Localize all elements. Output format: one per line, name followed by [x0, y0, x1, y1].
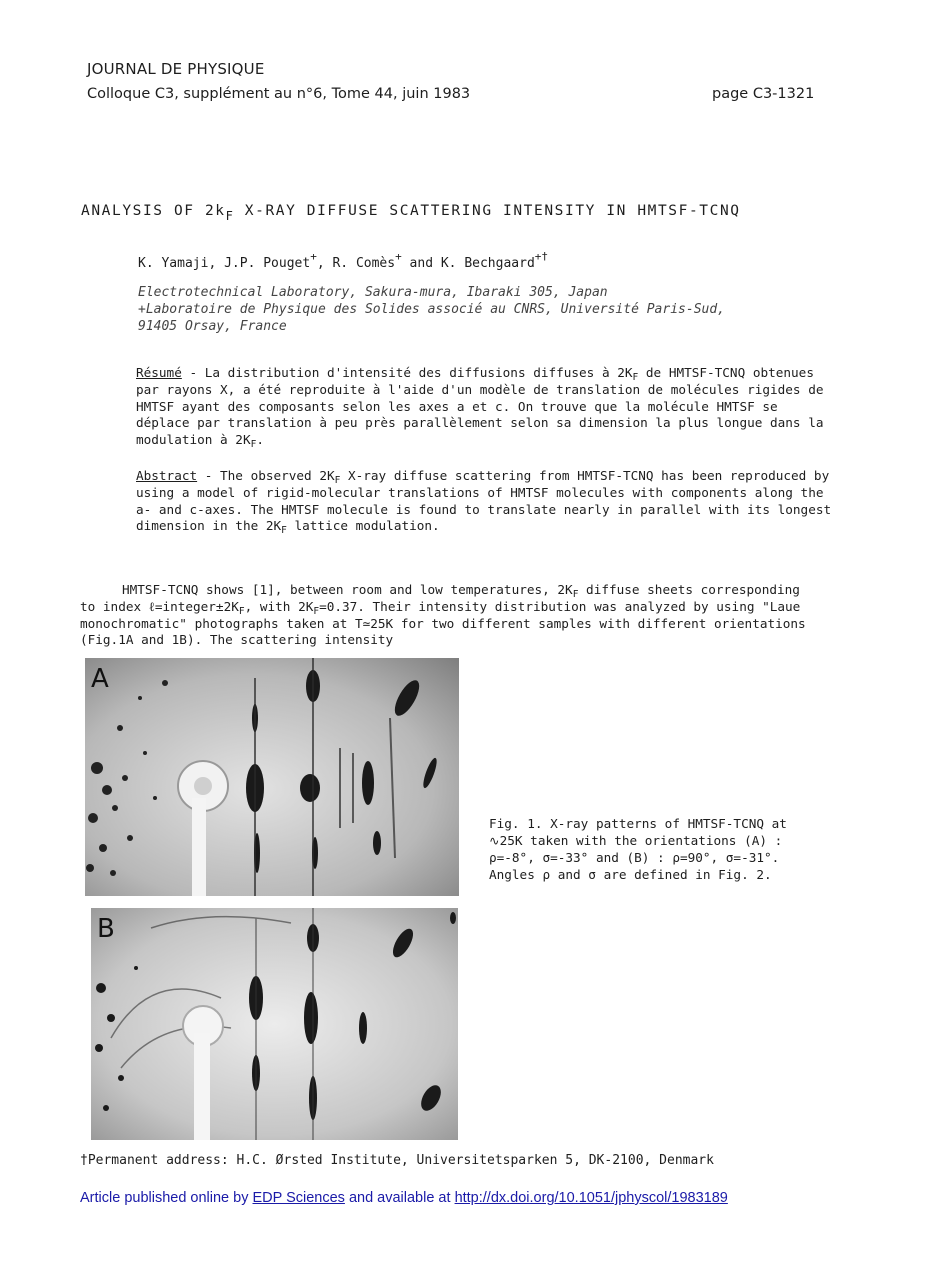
page-number: page C3-1321 — [712, 86, 815, 102]
abstract-text-3: lattice modulation. — [286, 518, 440, 534]
resume-sub-2: F — [250, 439, 257, 451]
affiliation-line-1: Electrotechnical Laboratory, Sakura-mura, Ibaraki 305, Japan — [138, 285, 608, 300]
publisher-text-2: and available at — [344, 1190, 455, 1206]
xray-pattern-a-graphic — [85, 658, 459, 896]
body-sub-1: F — [572, 589, 579, 600]
doi-link[interactable]: http://dx.doi.org/10.1051/jphyscol/1983189 — [454, 1190, 728, 1206]
affiliation-line-2: +Laboratoire de Physique des Solides associé au CNRS, Université Paris-Sud, — [138, 302, 725, 317]
author-3: and K. Bechgaard — [401, 256, 535, 271]
author-mark-2: + — [395, 250, 402, 263]
abstract-text-1: - The observed 2K — [197, 468, 335, 483]
body-text-4: =0.37. Their intensity distribution was analyzed by using "Laue monochromatic" photographs taken at T≃25K for two different samples with different orientations (Fig.1A and 1B). The scattering intensity — [80, 598, 806, 648]
body-text-1: HMTSF-TCNQ shows [1], between room and low temperatures, 2K — [122, 582, 573, 597]
resume-text-1: - La distribution d'intensité des diffusions diffuses à 2K — [181, 365, 633, 380]
colloque-info: Colloque C3, supplément au n°6, Tome 44, juin 1983 — [87, 86, 471, 102]
figure-a-label: A — [91, 664, 109, 694]
body-paragraph — [80, 582, 820, 649]
title-pre: ANALYSIS OF 2k — [81, 203, 226, 219]
affiliation-line-3: 91405 Orsay, France — [138, 319, 287, 334]
journal-name: JOURNAL DE PHYSIQUE — [87, 60, 265, 78]
title-sub: F — [225, 209, 235, 223]
author-1: K. Yamaji, J.P. Pouget — [138, 256, 311, 271]
abstract-sub-1: F — [334, 475, 341, 486]
abstract-label: Abstract — [136, 468, 198, 483]
xray-pattern-b-graphic — [91, 908, 458, 1140]
edp-sciences-link[interactable]: EDP Sciences — [252, 1190, 345, 1206]
figure-caption: Fig. 1. X-ray patterns of HMTSF-TCNQ at ∿25K taken with the orientations (A) : ρ=-8°, σ=-33° and (B) : ρ=90°, σ=-31°. Angles ρ and σ are defined in Fig. 2. — [489, 816, 787, 882]
resume-paragraph — [136, 365, 836, 449]
xray-pattern-b — [91, 908, 458, 1140]
author-mark-3: +† — [534, 250, 549, 263]
xray-pattern-a — [85, 658, 459, 896]
resume-text-3: . — [256, 432, 264, 448]
title-post: X-RAY DIFFUSE SCATTERING INTENSITY IN HMTSF-TCNQ — [234, 203, 741, 219]
author-list — [138, 250, 548, 271]
author-mark-1: + — [310, 250, 317, 263]
abstract-sub-2: F — [281, 525, 287, 537]
body-text-2: diffuse sheets corresponding to index ℓ=integer±2K — [80, 582, 800, 614]
body-sub-2: F — [238, 605, 245, 617]
publisher-text-1: Article published online by — [80, 1190, 253, 1206]
footnote: †Permanent address: H.C. Ørsted Institute, Universitetsparken 5, DK-2100, Denmark — [80, 1153, 714, 1168]
publisher-notice — [80, 1190, 728, 1206]
body-text-3: , with 2K — [244, 598, 314, 614]
resume-text-2: de HMTSF-TCNQ obtenues par rayons X, a été reproduite à l'aide d'un modèle de translation de molécules rigides de HMTSF ayant des composants selon les axes a et c. On trouve que la molécule HMTSF se déplace par translation à peu près parallèlement selon sa dimension la plus longue dans la modulation à 2K — [136, 365, 824, 448]
abstract-text-2: X-ray diffuse scattering from HMTSF-TCNQ has been reproduced by using a model of rigid-molecular translations of HMTSF molecules with components along the a- and c-axes. The HMTSF molecule is found to translate nearly in parallel with its longest dimension in the 2K — [136, 468, 832, 534]
author-2: , R. Comès — [316, 256, 396, 271]
resume-label: Résumé — [136, 365, 182, 380]
figure-b-label: B — [97, 914, 115, 944]
resume-sub-1: F — [632, 372, 639, 383]
abstract-paragraph — [136, 468, 836, 535]
article-title — [81, 203, 741, 223]
body-sub-3: F — [313, 605, 320, 617]
